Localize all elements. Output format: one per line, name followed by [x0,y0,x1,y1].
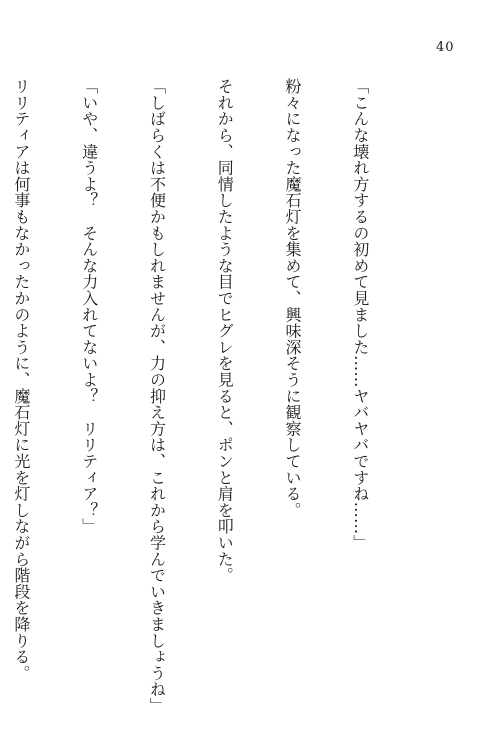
vertical-text-body [11,78,416,714]
text-line: 「こんな壊れ方するの初めて見ました……ヤバヤバですね……」 [350,78,370,551]
text-line: 「いや、違うよ？ そんな力入れてないよ？ リリティア？」 [79,78,99,535]
text-line: それから、同情したような目でヒグレを見ると、ポンと肩を叩いた。 [215,78,235,584]
text-line: 「しばらくは不便かもしれませんが、力の抑え方は、これから学んでいきましょうね」 [147,78,167,714]
page-number: 40 [436,40,455,55]
text-line: 粉々になった魔石灯を集めて、興味深そうに観察している。 [283,78,303,519]
text-line: リリティアは何事もなかったかのように、魔石灯に光を灯しながら階段を降りる。 [11,78,31,682]
